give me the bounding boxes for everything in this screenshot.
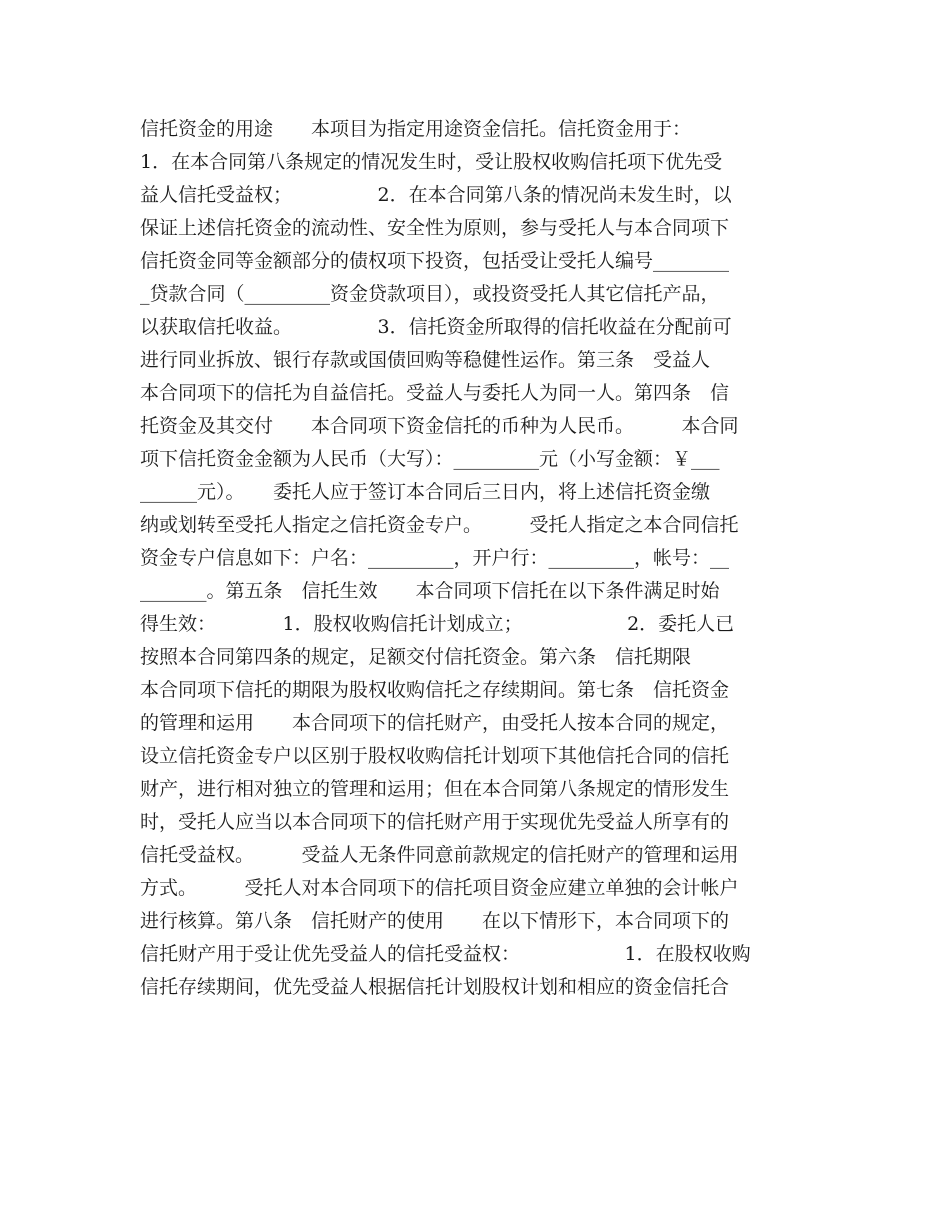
text-line: 项下信托资金金额为人民币（大写）：_________元（小写金额：￥___ — [140, 448, 720, 470]
text-line: _______。第五条 信托生效 本合同项下信托在以下条件满足时始 — [140, 580, 720, 602]
text-line: 保证上述信托资金的流动性、安全性为原则，参与受托人与本合同项下 — [140, 217, 730, 239]
text-line: 信托存续期间，优先受益人根据信托计划股权计划和相应的资金信托合 — [140, 976, 730, 998]
text-line: 1．在本合同第八条规定的情况发生时，受让股权收购信托项下优先受 — [140, 151, 723, 173]
text-line: 的管理和运用 本合同项下的信托财产，由受托人按本合同的规定， — [140, 712, 730, 734]
text-line: 资金专户信息如下：户名：_________，开户行：_________，帐号：__ — [140, 547, 730, 569]
text-line: 信托资金的用途 本项目为指定用途资金信托。信托资金用于： — [140, 118, 692, 140]
text-line: 本合同项下信托的期限为股权收购信托之存续期间。第七条 信托资金 — [140, 679, 730, 701]
contract-body-text — [140, 113, 820, 1004]
text-line: 时，受托人应当以本合同项下的信托财产用于实现优先受益人所享有的 — [140, 811, 730, 833]
text-line: 设立信托资金专户以区别于股权收购信托计划项下其他信托合同的信托 — [140, 745, 730, 767]
text-line: 本合同项下的信托为自益信托。受益人与委托人为同一人。第四条 信 — [140, 382, 730, 404]
text-line: _贷款合同（_________资金贷款项目），或投资受托人其它信托产品， — [140, 283, 720, 305]
text-line: 以获取信托收益。 3．信托资金所取得的信托收益在分配前可 — [140, 316, 732, 338]
text-line: 方式。 受托人对本合同项下的信托项目资金应建立单独的会计帐户 — [140, 877, 739, 899]
text-line: 进行同业拆放、银行存款或国债回购等稳健性运作。第三条 受益人 — [140, 349, 711, 371]
text-line: 托资金及其交付 本合同项下资金信托的币种为人民币。 本合同 — [140, 415, 739, 437]
text-line: 按照本合同第四条的规定，足额交付信托资金。第六条 信托期限 — [140, 646, 692, 668]
text-line: 得生效： 1．股权收购信托计划成立； 2．委托人已 — [140, 613, 735, 635]
text-line: 信托财产用于受让优先受益人的信托受益权： 1．在股权收购 — [140, 943, 751, 965]
text-line: ______元）。 委托人应于签订本合同后三日内，将上述信托资金缴 — [140, 481, 711, 503]
text-line: 信托资金同等金额部分的债权项下投资，包括受让受托人编号________ — [140, 250, 730, 272]
text-line: 财产，进行相对独立的管理和运用；但在本合同第八条规定的情形发生 — [140, 778, 730, 800]
text-line: 纳或划转至受托人指定之信托资金专户。 受托人指定之本合同信托 — [140, 514, 739, 536]
text-line: 进行核算。第八条 信托财产的使用 在以下情形下，本合同项下的 — [140, 910, 730, 932]
text-line: 益人信托受益权； 2．在本合同第八条的情况尚未发生时，以 — [140, 184, 732, 206]
text-line: 信托受益权。 受益人无条件同意前款规定的信托财产的管理和运用 — [140, 844, 739, 866]
